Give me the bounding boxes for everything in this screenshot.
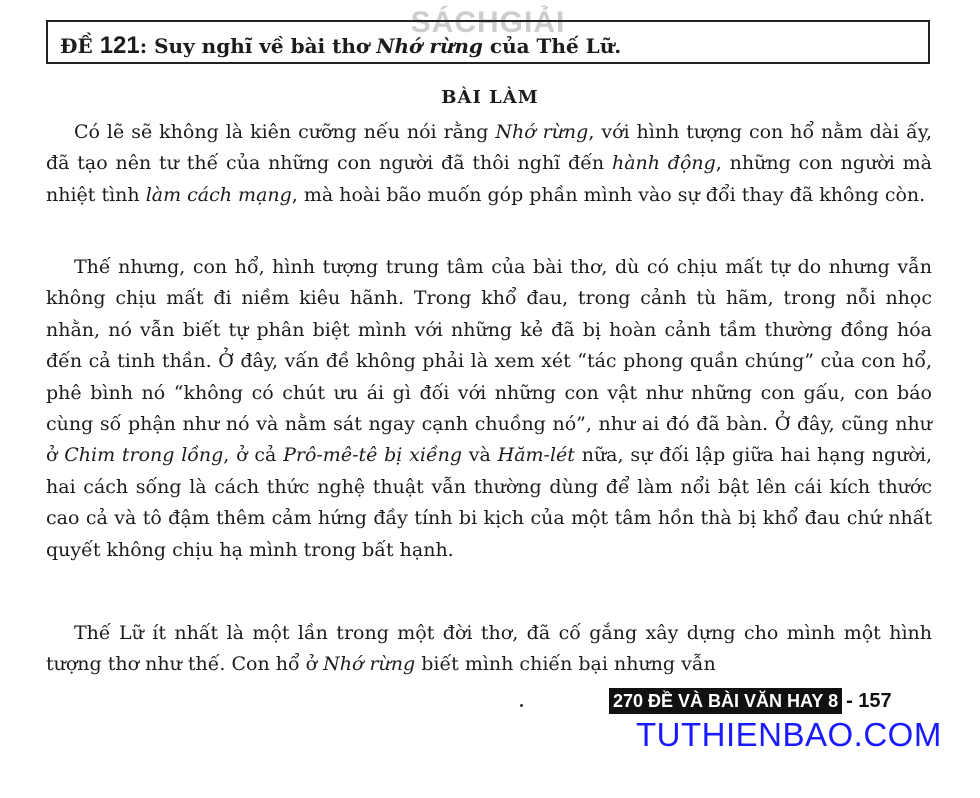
p2-text-4: nữa, sự đối lập giữa hai hạng người, hai cách sống là cách thức nghệ thuật vẫn thường dùng để làm nổi bật lên cái kích thước cao cả và tô đậm thêm cảm hứng đầy tính bi kịch của một tâm hồn thà bị khổ đau chứ nhất quyết không chịu hạ mình trong bất hạnh.: [46, 444, 932, 561]
p1-text-2: , với hình tượng con hổ nằm dài ấy, đã tạo nên tư thế của những con người đã thôi nghĩ đến: [46, 121, 932, 175]
exercise-number: 121: [99, 32, 140, 59]
p1-text-1: Có lẽ sẽ không là kiên cưỡng nếu nói rằng: [74, 121, 496, 143]
paragraph-2: [46, 252, 932, 566]
p1-italic-3: làm cách mạng: [145, 183, 292, 206]
p2-text-1: Thế nhưng, con hổ, hình tượng trung tâm của bài thơ, dù có chịu mất tự do nhưng vẫn không chịu mất đi niềm kiêu hãnh. Trong khổ đau, trong cảnh tù hãm, trong nỗi nhọc nhằn, nó vẫn biết tự phân biệt mình với những kẻ đã bị hoàn cảnh tầm thường đồng hóa đến cả tinh thần. Ở đây, vấn đề không phải là xem xét “tác phong quần chúng” của con hổ, phê bình nó “không có chút ưu ái gì đối với những con vật như những con gấu, con báo cùng số phận như nó và nằm sát ngay cạnh chuồng nó”, như ai đó đã bàn. Ở đây, cũng như ở: [46, 256, 932, 467]
p2-italic-1: Chim trong lồng: [64, 444, 224, 467]
p1-text-3: , những con người mà nhiệt tình: [46, 152, 932, 206]
p3-text-2: biết mình chiến bại nhưng vẫn: [415, 653, 716, 676]
paragraph-1: [46, 117, 932, 211]
p2-italic-2: Prô-mê-tê bị xiềng: [283, 444, 463, 467]
p1-italic-1: Nhớ rừng: [495, 121, 589, 143]
section-heading: BÀI LÀM: [441, 87, 539, 108]
title-text: : Suy nghĩ về bài thơ: [139, 34, 377, 58]
poem-title: Nhớ rừng: [376, 34, 483, 58]
exercise-title: [46, 20, 930, 64]
page-footer: [609, 688, 892, 714]
p3-italic-1: Nhớ rừng: [323, 653, 416, 676]
p3-text-1: Thế Lữ ít nhất là một lần trong một đời thơ, đã cố gắng xây dựng cho mình một hình tượng thơ như thế. Con hổ ở: [46, 622, 932, 676]
p2-text-3: và: [462, 444, 498, 467]
site-watermark: TUTHIENBAO.COM: [636, 716, 942, 753]
watermark-logo: SÁCHGIẢI: [410, 6, 566, 39]
title-author: của Thế Lữ.: [482, 34, 622, 58]
paragraph-3: [46, 618, 932, 681]
p1-text-4: , mà hoài bão muốn góp phần mình vào sự đổi thay đã không còn.: [291, 183, 926, 206]
page-number: - 157: [846, 690, 892, 712]
title-prefix: ĐỀ: [60, 34, 93, 58]
book-title: 270 ĐỀ VÀ BÀI VĂN HAY 8: [609, 688, 842, 714]
decorative-dot: [520, 704, 523, 707]
p1-italic-2: hành động: [611, 152, 716, 175]
p2-italic-3: Hăm-lét: [497, 444, 575, 467]
p2-text-2: , ở cả: [223, 444, 284, 467]
